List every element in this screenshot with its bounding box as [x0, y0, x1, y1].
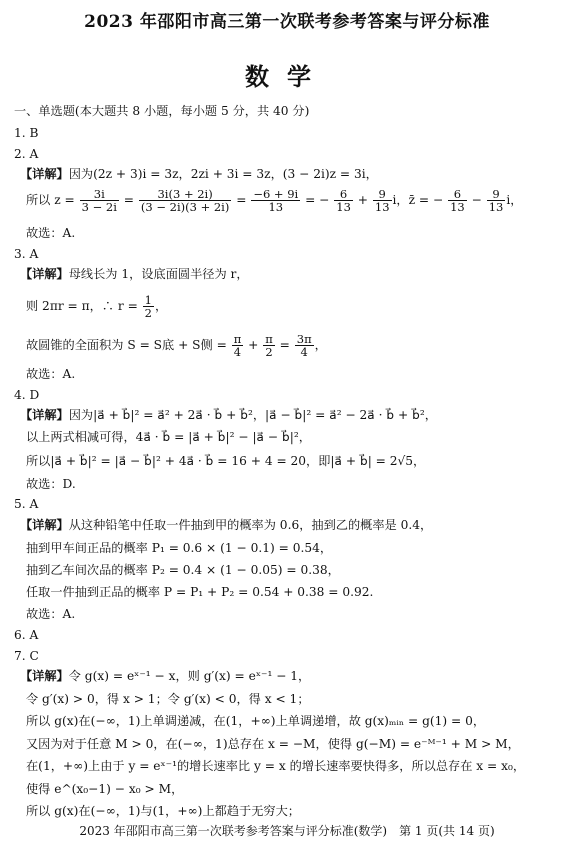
q5-line3: 抽到乙车间次品的概率 P₂ = 0.4 × (1 − 0.05) = 0.38， — [26, 563, 340, 577]
q7-line7: 所以 g(x)在(−∞，1)与(1，+∞)上都趋于无穷大； — [26, 804, 300, 818]
page-title: 2023 年邵阳市高三第一次联考参考答案与评分标准 — [84, 12, 490, 32]
detail-tag: 【详解】 — [20, 167, 69, 181]
q3-line3: 故圆锥的全面积为 S = S底 + S侧 = $\frac{\pi}{4}$ + $\frac{\pi}{2}$ = $\frac{3\pi}{4}$ ， — [26, 332, 327, 359]
q3-line1: 【详解】母线长为 1，设底面圆半径为 r， — [20, 267, 249, 281]
q7-line3: 所以 g(x)在(−∞，1)上单调递减，在(1，+∞)上单调递增，故 g(x)ₘᵢₙ = g(1) = 0， — [26, 714, 486, 728]
q5-line2: 抽到甲车间正品的概率 P₁ = 0.6 × (1 − 0.1) = 0.54， — [26, 541, 333, 555]
q7-line5: 在(1，+∞)上由于 y = eˣ⁻¹的增长速率比 y = x 的增长速率要快得多，所以总存在 x = x₀， — [26, 759, 526, 773]
q1-answer: 1. B — [14, 126, 39, 140]
section-heading: 一、单选题(本大题共 8 小题，每小题 5 分，共 40 分) — [14, 104, 310, 118]
q3-line2: 则 2πr = π，∴ r = $\frac{1}{2}$ ， — [26, 293, 168, 320]
q7-line6: 使得 e^(x₀−1) − x₀ > M， — [26, 782, 184, 796]
q3-choose: 故选：A. — [26, 367, 76, 381]
q4-line1: 【详解】因为|a⃗ + b⃗|² = a⃗² + 2a⃗ · b⃗ + b⃗²，|a⃗ − b⃗|² = a⃗² − 2a⃗ · b⃗ + b⃗²， — [20, 408, 437, 422]
q7-answer: 7. C — [14, 649, 39, 663]
q7-line2: 令 g′(x) > 0，得 x > 1；令 g′(x) < 0，得 x < 1； — [26, 692, 310, 706]
q2-line1: 【详解】因为(2z + 3)i = 3z，2zi + 3i = 3z，(3 − 2i)z = 3i， — [20, 167, 378, 181]
q4-line2: 以上两式相减可得，4a⃗ · b⃗ = |a⃗ + b⃗|² − |a⃗ − b⃗|²， — [26, 430, 311, 444]
q2-choose: 故选：A. — [26, 226, 76, 240]
q5-line1: 【详解】从这种铅笔中任取一件抽到甲的概率为 0.6，抽到乙的概率是 0.4， — [20, 518, 433, 532]
subject-title: 数学 — [245, 62, 329, 91]
q2-line2: 所以 z = $\frac{3i}{3 - 2i}$ = $\frac{3i(3 + 2i)}{(3 - 2i)(3 + 2i)}$ = $\frac{-6 + 9i}{13}$ = − $\frac{6}{13}$ + $\frac{9}{13}$ i，z̄ = − $\frac{6}{13}$ − $\frac{9}{13}$ i， — [26, 187, 523, 214]
q7-line4: 又因为对于任意 M > 0，在(−∞，1)总存在 x = −M，使得 g(−M) = e⁻ᴹ⁻¹ + M > M， — [26, 737, 520, 751]
q7-line1: 【详解】令 g(x) = eˣ⁻¹ − x，则 g′(x) = eˣ⁻¹ − 1， — [20, 669, 311, 683]
q4-line3: 所以|a⃗ + b⃗|² = |a⃗ − b⃗|² + 4a⃗ · b⃗ = 16 + 4 = 20，即|a⃗ + b⃗| = 2√5， — [26, 454, 426, 468]
page-footer: 2023 年邵阳市高三第一次联考参考答案与评分标准(数学) 第 1 页(共 14 页) — [79, 824, 495, 838]
q5-line4: 任取一件抽到正品的概率 P = P₁ + P₂ = 0.54 + 0.38 = 0.92. — [26, 585, 374, 599]
q4-answer: 4. D — [14, 388, 40, 402]
q4-choose: 故选：D. — [26, 477, 76, 491]
q5-answer: 5. A — [14, 497, 39, 511]
q5-choose: 故选：A. — [26, 607, 76, 621]
q6-answer: 6. A — [14, 628, 39, 642]
q2-answer: 2. A — [14, 147, 39, 161]
q3-answer: 3. A — [14, 247, 39, 261]
